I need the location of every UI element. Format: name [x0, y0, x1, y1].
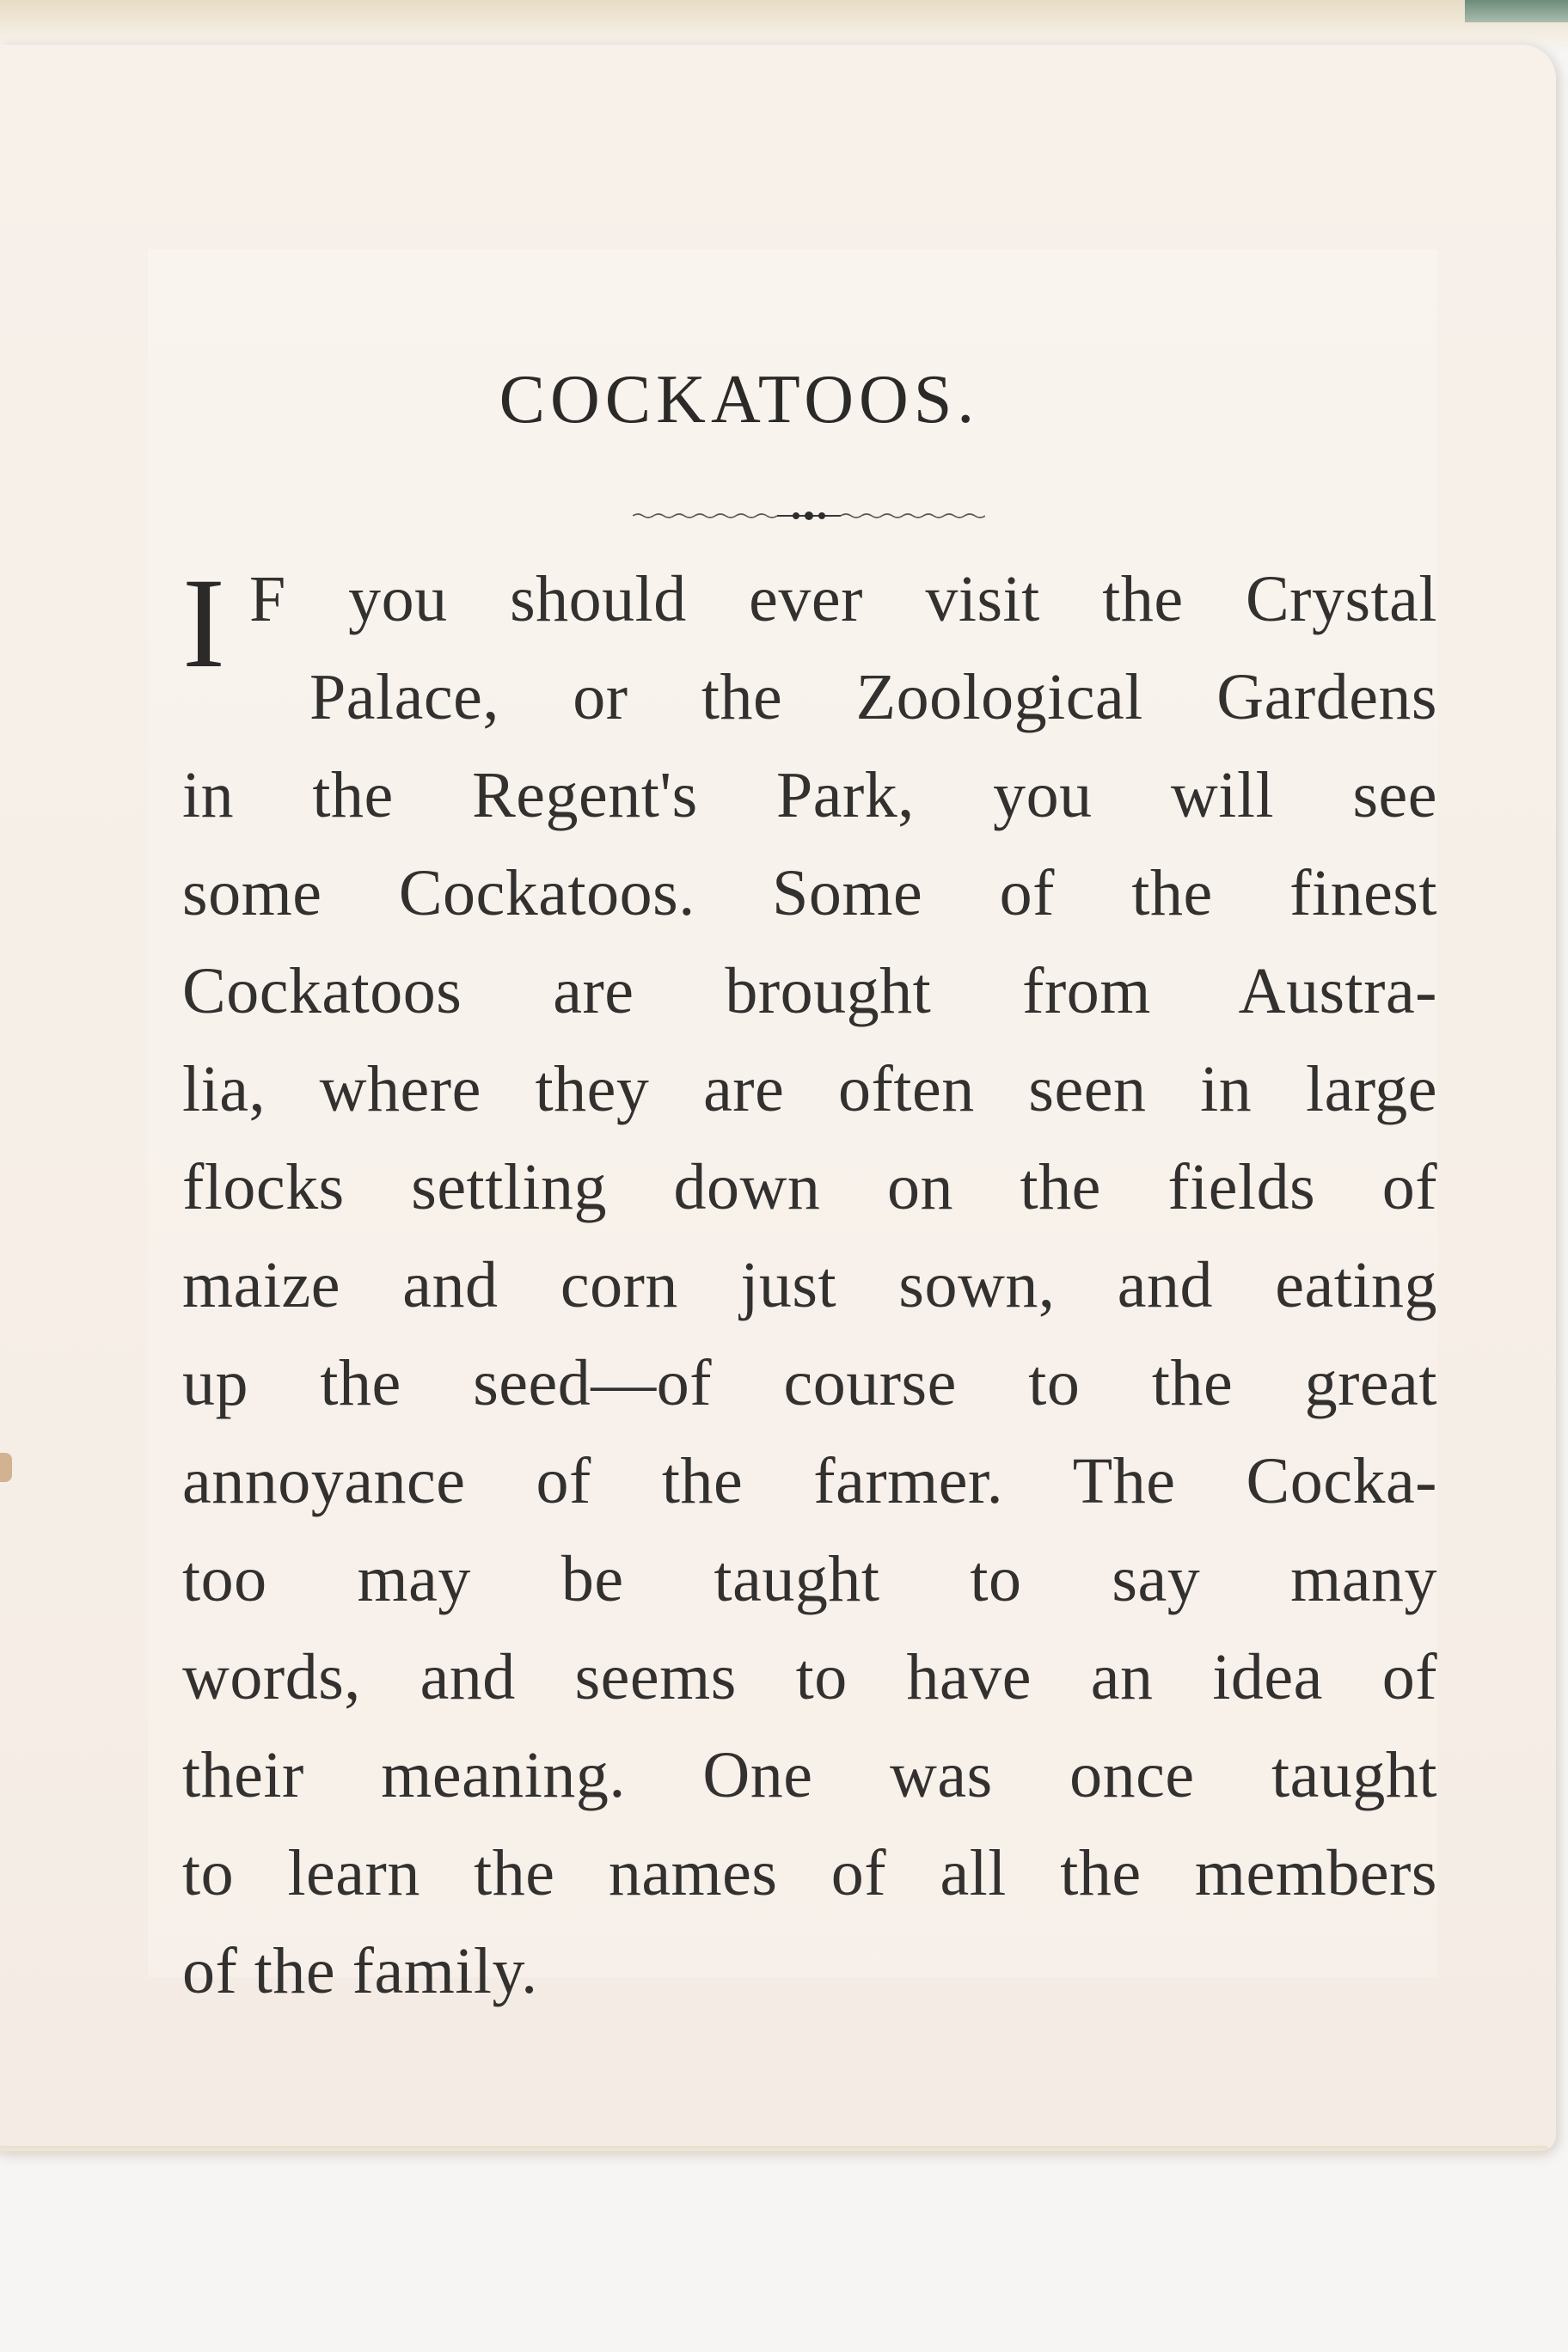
ornament-divider-icon — [633, 505, 985, 526]
body-text — [182, 550, 1437, 2020]
text-line-3: in the Regent's Park, you will see — [182, 759, 1437, 831]
page-edges — [0, 0, 1568, 52]
text-line-10: annoyance of the farmer. The Cocka- — [182, 1445, 1437, 1517]
text-line-5: Cockatoos are brought from Austra- — [182, 955, 1437, 1027]
text-line-2: Palace, or the Zoological Gardens — [309, 661, 1437, 733]
text-line-8: maize and corn just sown, and eating — [182, 1249, 1437, 1321]
text-line-13: their meaning. One was once taught — [182, 1739, 1437, 1811]
text-line-9: up the seed—of course to the great — [182, 1347, 1437, 1419]
text-line-4: some Cockatoos. Some of the finest — [182, 857, 1437, 929]
text-line-6: lia, where they are often seen in large — [182, 1053, 1437, 1125]
text-line-15: of the family. — [182, 1935, 538, 2007]
text-line-14: to learn the names of all the members — [182, 1837, 1437, 1909]
book-binding — [1465, 0, 1568, 22]
page-bottom-edge — [0, 2146, 1547, 2158]
page-stain — [0, 1453, 12, 1482]
drop-cap: I — [182, 552, 226, 695]
text-line-11: too may be taught to say many — [182, 1543, 1437, 1615]
page-title: COCKATOOS. — [499, 362, 980, 438]
text-line-1: F you should ever visit the Crystal — [249, 563, 1437, 635]
text-line-12: words, and seems to have an idea of — [182, 1641, 1437, 1713]
text-line-7: flocks settling down on the fields of — [182, 1151, 1437, 1223]
